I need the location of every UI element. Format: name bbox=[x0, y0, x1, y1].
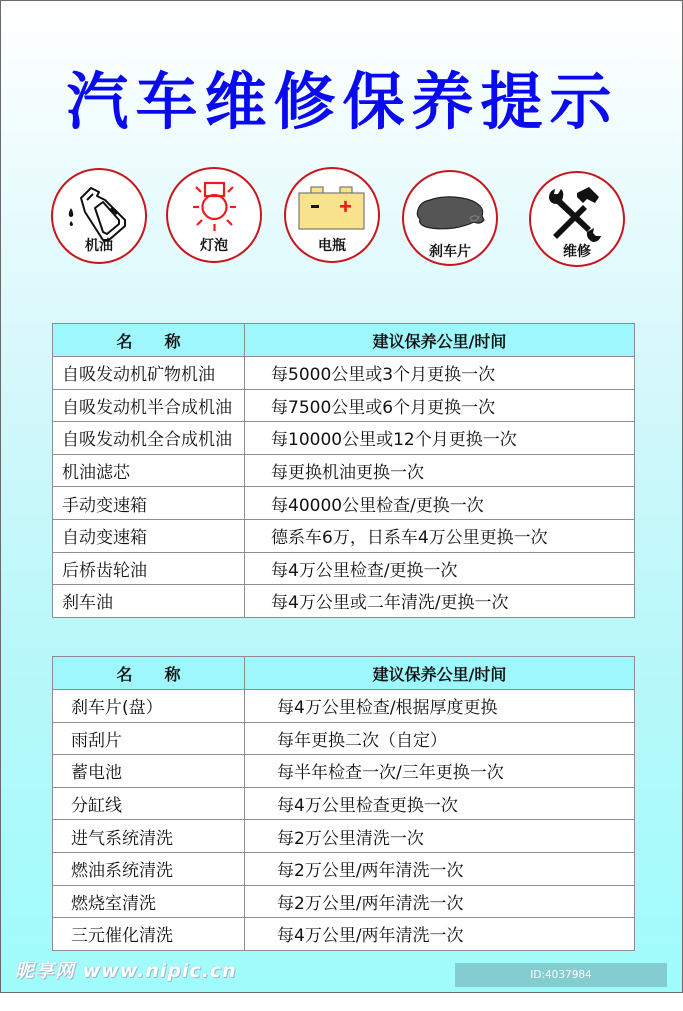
watermark-logo: 昵享网 www.nipic.cn bbox=[15, 960, 237, 982]
item-interval: 每4万公里检查/根据厚度更换 bbox=[245, 690, 635, 723]
item-name: 后桥齿轮油 bbox=[53, 552, 245, 585]
table-row bbox=[53, 389, 635, 422]
item-interval: 每40000公里检查/更换一次 bbox=[245, 487, 635, 520]
item-name: 蓄电池 bbox=[53, 755, 245, 788]
table-row bbox=[53, 918, 635, 951]
item-interval: 每更换机油更换一次 bbox=[245, 454, 635, 487]
table-row bbox=[53, 852, 635, 885]
icon-label-brake-pad: 刹车片 bbox=[429, 244, 471, 260]
item-interval: 每5000公里或3个月更换一次 bbox=[245, 357, 635, 390]
icon-battery bbox=[284, 167, 380, 263]
item-name: 机油滤芯 bbox=[53, 454, 245, 487]
item-name: 自吸发动机全合成机油 bbox=[53, 422, 245, 455]
item-name: 手动变速箱 bbox=[53, 487, 245, 520]
item-name: 进气系统清洗 bbox=[53, 820, 245, 853]
item-interval: 每半年检查一次/三年更换一次 bbox=[245, 755, 635, 788]
item-interval: 每4万公里或二年清洗/更换一次 bbox=[245, 585, 635, 618]
table-row bbox=[53, 787, 635, 820]
page-title: 汽车维修保养提示 bbox=[66, 65, 619, 138]
item-interval: 每10000公里或12个月更换一次 bbox=[245, 422, 635, 455]
header-interval: 建议保养公里/时间 bbox=[245, 657, 635, 690]
table-row bbox=[53, 519, 635, 552]
item-name: 分缸线 bbox=[53, 787, 245, 820]
icon-label-repair: 维修 bbox=[563, 244, 591, 260]
table-row bbox=[53, 487, 635, 520]
item-name: 自动变速箱 bbox=[53, 519, 245, 552]
item-name: 三元催化清洗 bbox=[53, 918, 245, 951]
table-header-row bbox=[53, 324, 635, 357]
icon-label-oil: 机油 bbox=[85, 238, 113, 254]
item-name: 自吸发动机半合成机油 bbox=[53, 389, 245, 422]
item-interval: 每4万公里检查/更换一次 bbox=[245, 552, 635, 585]
item-interval: 每年更换二次（自定） bbox=[245, 722, 635, 755]
table-row bbox=[53, 690, 635, 723]
item-name: 刹车油 bbox=[53, 585, 245, 618]
item-interval: 每4万公里/两年清洗一次 bbox=[245, 918, 635, 951]
icon-brake-pad bbox=[402, 170, 498, 266]
icon-label-bulb: 灯泡 bbox=[200, 238, 228, 254]
item-name: 刹车片(盘） bbox=[53, 690, 245, 723]
table-row bbox=[53, 422, 635, 455]
item-interval: 每2万公里/两年清洗一次 bbox=[245, 885, 635, 918]
item-name: 自吸发动机矿物机油 bbox=[53, 357, 245, 390]
item-interval: 每4万公里检查更换一次 bbox=[245, 787, 635, 820]
item-interval: 每2万公里/两年清洗一次 bbox=[245, 852, 635, 885]
maintenance-table-1 bbox=[52, 323, 635, 618]
header-name: 名 称 bbox=[53, 324, 245, 357]
table-row bbox=[53, 885, 635, 918]
item-name: 雨刮片 bbox=[53, 722, 245, 755]
table-row bbox=[53, 585, 635, 618]
table-row bbox=[53, 357, 635, 390]
icon-repair bbox=[529, 171, 625, 267]
header-name: 名 称 bbox=[53, 657, 245, 690]
item-interval: 每2万公里清洗一次 bbox=[245, 820, 635, 853]
icon-oil bbox=[51, 168, 147, 264]
table-row bbox=[53, 820, 635, 853]
item-name: 燃烧室清洗 bbox=[53, 885, 245, 918]
header-interval: 建议保养公里/时间 bbox=[245, 324, 635, 357]
table-row bbox=[53, 722, 635, 755]
table-row bbox=[53, 454, 635, 487]
icon-label-battery: 电瓶 bbox=[318, 238, 346, 254]
item-name: 燃油系统清洗 bbox=[53, 852, 245, 885]
table-row bbox=[53, 755, 635, 788]
table-row bbox=[53, 552, 635, 585]
image-id-badge: ID:4037984 NO:20191012103803788876 bbox=[455, 963, 667, 987]
icon-bulb bbox=[166, 167, 262, 263]
maintenance-table-2 bbox=[52, 656, 635, 951]
table-header-row bbox=[53, 657, 635, 690]
item-interval: 每7500公里或6个月更换一次 bbox=[245, 389, 635, 422]
item-interval: 德系车6万，日系车4万公里更换一次 bbox=[245, 519, 635, 552]
